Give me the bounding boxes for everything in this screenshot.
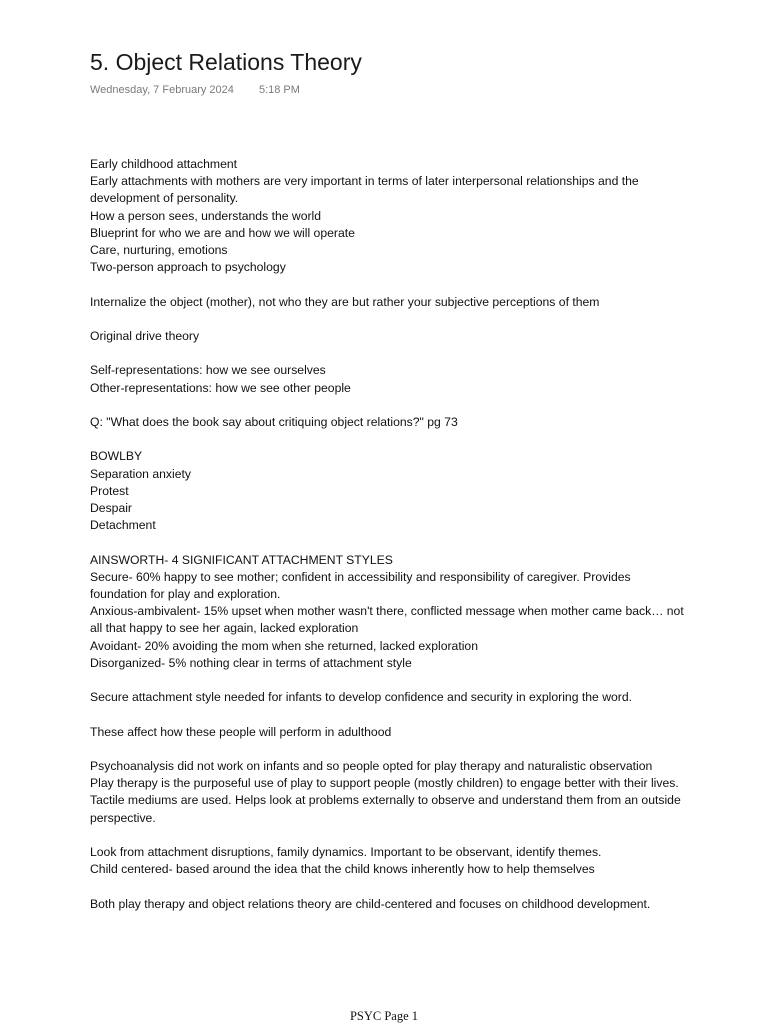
note-line: Separation anxiety [90, 466, 191, 481]
note-line: BOWLBY [90, 449, 143, 464]
note-line: Psychoanalysis did not work on infants and so people opted for play therapy and naturalistic observation [90, 758, 653, 773]
note-line: Despair [90, 500, 132, 515]
blank-line [90, 431, 690, 448]
note-line: Protest [90, 483, 129, 498]
note-line: Both play therapy and object relations theory are child-centered and focuses on childhood development. [90, 896, 651, 911]
blank-line [90, 706, 690, 723]
blank-line [90, 276, 690, 293]
blank-line [90, 878, 690, 895]
note-line: Anxious-ambivalent- 15% upset when mother wasn't there, conflicted message when mother came back… not all that happy to see her again, lacked exploration [90, 604, 684, 636]
note-line: Other-representations: how we see other people [90, 380, 351, 395]
note-line: Self-representations: how we see ourselves [90, 363, 326, 378]
note-line: Child centered- based around the idea that the child knows inherently how to help themselves [90, 862, 595, 877]
page-title: 5. Object Relations Theory [90, 49, 362, 75]
note-line: Original drive theory [90, 329, 200, 343]
blank-line [90, 345, 690, 362]
blank-line [90, 397, 690, 414]
page-time: 5:18 PM [258, 84, 300, 96]
note-line: Early childhood attachment [90, 157, 238, 171]
note-line: Care, nurturing, emotions [90, 243, 228, 258]
note-line: Detachment [90, 518, 156, 533]
note-line: Play therapy is the purposeful use of play to support people (mostly children) to engage better with their lives. Tactile mediums are used. Helps look at problems externally to observe and understand them from an outside perspective. [90, 776, 681, 825]
blank-line [90, 534, 690, 551]
note-line: These affect how these people will perform in adulthood [90, 724, 392, 739]
note-line: Avoidant- 20% avoiding the mom when she returned, lacked exploration [90, 638, 478, 653]
note-line: Blueprint for who we are and how we will operate [90, 225, 355, 240]
note-body [90, 156, 690, 913]
page-timestamp [90, 82, 300, 98]
page-footer: PSYC Page 1 [349, 1009, 419, 1023]
note-line: AINSWORTH- 4 SIGNIFICANT ATTACHMENT STYLES [90, 552, 393, 567]
note-line: How a person sees, understands the world [90, 208, 322, 223]
note-line: Internalize the object (mother), not who they are but rather your subjective perceptions of them [90, 294, 600, 309]
note-line: Secure- 60% happy to see mother; confident in accessibility and responsibility of caregiver. Provides foundation for play and exploration. [90, 569, 631, 601]
blank-line [90, 827, 690, 844]
note-line: Secure attachment style needed for infants to develop confidence and security in exploring the word. [90, 690, 632, 705]
note-line: Early attachments with mothers are very important in terms of later interpersonal relationships and the development of personality. [90, 174, 639, 206]
blank-line [90, 741, 690, 758]
note-line: Q: "What does the book say about critiquing object relations?" pg 73 [90, 414, 458, 429]
note-line: Two-person approach to psychology [90, 260, 286, 275]
blank-line [90, 672, 690, 689]
note-line: Disorganized- 5% nothing clear in terms of attachment style [90, 655, 412, 670]
blank-line [90, 311, 690, 328]
page-date: Wednesday, 7 February 2024 [90, 84, 234, 96]
note-line: Look from attachment disruptions, family dynamics. Important to be observant, identify themes. [90, 844, 602, 859]
